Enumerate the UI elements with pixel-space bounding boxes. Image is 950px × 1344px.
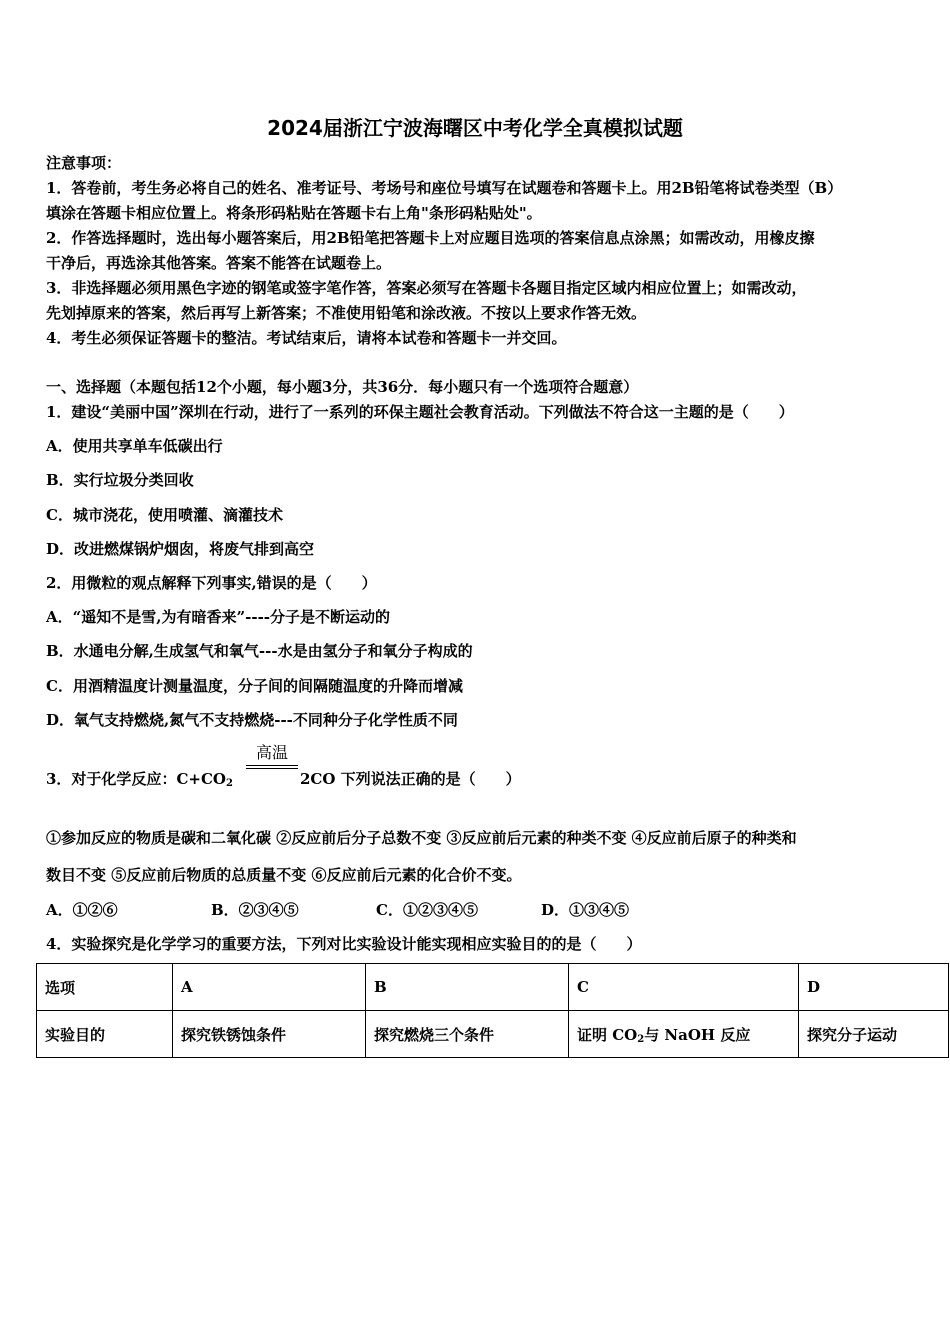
q3-statements-line-2: 数目不变 ⑤反应前后物质的总质量不变 ⑥反应前后元素的化合价不变。 xyxy=(46,866,522,884)
q3-stem-suffix: 2CO 下列说法正确的是（ ） xyxy=(300,770,521,788)
table-cell-label: 实验目的 xyxy=(37,1011,173,1058)
equals-sign xyxy=(246,765,298,769)
notice-heading: 注意事项： xyxy=(46,154,122,172)
table-cell-d: 探究分子运动 xyxy=(799,1011,949,1058)
table-cell-b: 探究燃烧三个条件 xyxy=(366,1011,569,1058)
q2-option-a: A．“遥知不是雪,为有暗香来”----分子是不断运动的 xyxy=(46,608,391,626)
q3-reactant: $C+CO_2$ xyxy=(176,770,233,789)
table-header-row xyxy=(37,964,949,1011)
q3-stem xyxy=(46,768,233,789)
q1-option-d: D．改进燃煤锅炉烟囱，将废气排到高空 xyxy=(46,540,315,558)
table-row xyxy=(37,1011,949,1058)
notice-item-2-line-2: 干净后，再选涂其他答案。答案不能答在试题卷上。 xyxy=(46,254,392,272)
notice-item-1-line-1: 1．答卷前，考生务必将自己的姓名、准考证号、考场号和座位号填写在试题卷和答题卡上。用2B铅笔将试卷类型（B） xyxy=(46,179,843,197)
q1-option-a: A．使用共享单车低碳出行 xyxy=(46,437,223,455)
q1-option-c: C．城市浇花，使用喷灌、滴灌技术 xyxy=(46,506,283,524)
q3-option-d: D．①③④⑤ xyxy=(541,901,630,919)
notice-item-3-line-1: 3．非选择题必须用黑色字迹的钢笔或签字笔作答，答案必须写在答题卡各题目指定区域内相应位置上；如需改动， xyxy=(46,279,807,297)
q2-option-c: C．用酒精温度计测量温度，分子间的间隔随温度的升降而增减 xyxy=(46,677,463,695)
q3-options xyxy=(46,899,629,920)
notice-item-4: 4．考生必须保证答题卡的整洁。考试结束后，请将本试卷和答题卡一并交回。 xyxy=(46,329,567,347)
table-cell-c: 证明 $CO_2$与 NaOH 反应 xyxy=(569,1011,799,1058)
q3-option-a: A．①②⑥ xyxy=(46,901,118,919)
q4-stem: 4．实验探究是化学学习的重要方法，下列对比实验设计能实现相应实验目的的是（ ） xyxy=(46,935,642,953)
table-header-cell: D xyxy=(799,964,949,1011)
q3-reaction-arrow xyxy=(246,740,298,769)
table-header-cell: B xyxy=(366,964,569,1011)
page-title: 2024届浙江宁波海曙区中考化学全真模拟试题 xyxy=(267,116,683,140)
table-header-cell: 选项 xyxy=(37,964,173,1011)
q2-stem: 2．用微粒的观点解释下列事实,错误的是（ ） xyxy=(46,574,377,592)
notice-item-2-line-1: 2．作答选择题时，选出每小题答案后，用2B铅笔把答题卡上对应题目选项的答案信息点涂黑；如需改动，用橡皮擦 xyxy=(46,229,815,247)
q3-option-c: C．①②③④⑤ xyxy=(376,901,478,919)
q1-option-b: B．实行垃圾分类回收 xyxy=(46,471,194,489)
q1-stem: 1．建设“美丽中国”深圳在行动，进行了一系列的环保主题社会教育活动。下列做法不符合这一主题的是（ ） xyxy=(46,403,794,421)
q2-option-b: B．水通电分解,生成氢气和氧气---水是由氢分子和氧分子构成的 xyxy=(46,642,473,660)
notice-item-3-line-2: 先划掉原来的答案，然后再写上新答案；不准使用铅笔和涂改液。不按以上要求作答无效。 xyxy=(46,304,647,322)
q3-option-b: B．②③④⑤ xyxy=(211,901,299,919)
notice-item-1-line-2: 填涂在答题卡相应位置上。将条形码粘贴在答题卡右上角"条形码粘贴处"。 xyxy=(46,204,542,222)
section-heading: 一、选择题（本题包括12个小题，每小题3分，共36分．每小题只有一个选项符合题意） xyxy=(46,378,639,396)
q3-stem-prefix: 3．对于化学反应： xyxy=(46,770,177,788)
table-header-cell: C xyxy=(569,964,799,1011)
q3-reaction-condition: 高温 xyxy=(255,743,288,762)
q4-table xyxy=(36,963,949,1058)
q2-option-d: D．氧气支持燃烧,氮气不支持燃烧---不同种分子化学性质不同 xyxy=(46,711,458,729)
table-cell-a: 探究铁锈蚀条件 xyxy=(173,1011,366,1058)
table-header-cell: A xyxy=(173,964,366,1011)
q3-statements-line-1: ①参加反应的物质是碳和二氧化碳 ②反应前后分子总数不变 ③反应前后元素的种类不变 ④反应前后原子的种类和 xyxy=(46,829,797,847)
